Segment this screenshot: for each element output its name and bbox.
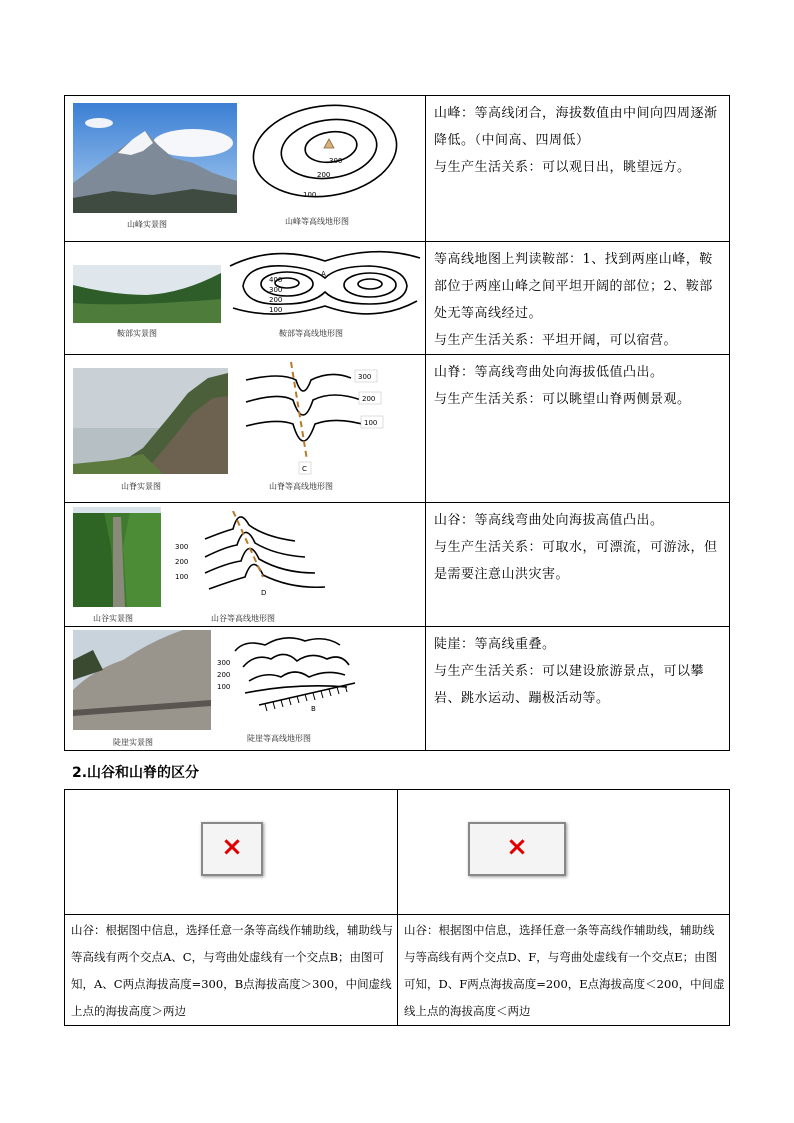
- photo-caption: 山谷实景图: [93, 614, 133, 623]
- relation: 与生产生活关系：可以观日出，眺望远方。: [434, 160, 691, 175]
- contour-label: 200: [217, 671, 231, 679]
- ridge-contour-map: [241, 360, 391, 478]
- map-caption: 陡崖等高线地形图: [247, 734, 311, 743]
- right-description: 山谷：根据图中信息，选择任意一条等高线作辅助线，辅助线与等高线有两个交点D、F，与弯曲处虚线有一个交点E；由图可知，D、F两点海拔高度=200，E点海拔高度＜200，中间虚线上点的海拔高度＜两边: [398, 915, 730, 1026]
- map-caption: 鞍部等高线地形图: [279, 329, 343, 338]
- table-row: [65, 627, 730, 751]
- error-x-icon: ×: [506, 832, 528, 862]
- map-caption: 山峰等高线地形图: [285, 217, 349, 226]
- text-cell: [426, 627, 730, 751]
- text-cell: [426, 242, 730, 355]
- description: 山脊：等高线弯曲处向海拔低值凸出。: [434, 365, 664, 380]
- broken-image-icon: [468, 822, 566, 876]
- cliff-photo: [73, 630, 211, 730]
- valley-contour-map: [175, 511, 335, 611]
- image-cell: [65, 627, 426, 751]
- table-row: [65, 96, 730, 242]
- peak-contour-map: [243, 101, 403, 216]
- image-cell: [65, 242, 426, 355]
- contour-label: 400: [269, 276, 283, 284]
- point-label: A: [321, 270, 326, 278]
- photo-caption: 鞍部实景图: [117, 329, 157, 338]
- point-label: C: [302, 465, 307, 473]
- contour-label: 300: [175, 543, 189, 551]
- table-row: [65, 355, 730, 503]
- saddle-contour-map: [225, 246, 425, 326]
- contour-label: 200: [317, 171, 331, 179]
- image-cell: [65, 790, 398, 915]
- text-cell: [426, 355, 730, 503]
- photo-caption: 山脊实景图: [121, 482, 161, 491]
- description: 等高线地图上判读鞍部：1、找到两座山峰，鞍部位于两座山峰之间平坦开阔的部位；2、鞍部处无等高线经过。: [434, 252, 713, 321]
- photo-caption: 陡崖实景图: [113, 738, 153, 747]
- description: 山峰：等高线闭合，海拔数值由中间向四周逐渐降低。（中间高、四周低）: [434, 106, 718, 148]
- image-cell: [65, 355, 426, 503]
- contour-label: 100: [364, 419, 378, 427]
- contour-label: 300: [217, 659, 231, 667]
- description: 陡崖：等高线重叠。: [434, 637, 556, 652]
- image-cell: [65, 96, 426, 242]
- image-cell: [398, 790, 730, 915]
- contour-label: 100: [269, 306, 283, 314]
- contour-label: 300: [358, 373, 372, 381]
- compare-table: [64, 789, 730, 1026]
- contour-label: 200: [362, 395, 376, 403]
- section-title: 2.山谷和山脊的区分: [72, 765, 200, 781]
- ridge-photo: [73, 368, 228, 474]
- contour-label: 100: [303, 191, 317, 199]
- table-row: [65, 915, 730, 1026]
- text-cell: [426, 96, 730, 242]
- peak-photo: [73, 103, 237, 213]
- table-row: [65, 503, 730, 627]
- contour-label: 300: [269, 286, 283, 294]
- point-label: B: [311, 705, 316, 713]
- relation: 与生产生活关系：可以建设旅游景点，可以攀岩、跳水运动、蹦极活动等。: [434, 664, 705, 706]
- point-label: D: [261, 589, 267, 597]
- table-row: [65, 790, 730, 915]
- relation: 与生产生活关系：可以眺望山脊两侧景观。: [434, 392, 691, 407]
- photo-caption: 山峰实景图: [127, 220, 167, 229]
- contour-label: 300: [329, 157, 343, 165]
- contour-label: 100: [217, 683, 231, 691]
- cliff-contour-map: [215, 631, 365, 731]
- table-row: [65, 242, 730, 355]
- contour-label: 200: [269, 296, 283, 304]
- relation: 与生产生活关系：平坦开阔，可以宿营。: [434, 333, 678, 348]
- landform-table: [64, 95, 730, 751]
- broken-image-icon: [201, 822, 263, 876]
- text-cell: [426, 503, 730, 627]
- description: 山谷：等高线弯曲处向海拔高值凸出。: [434, 513, 664, 528]
- map-caption: 山脊等高线地形图: [269, 482, 333, 491]
- error-x-icon: ×: [221, 832, 243, 862]
- contour-label: 100: [175, 573, 189, 581]
- saddle-photo: [73, 265, 221, 323]
- left-description: 山谷：根据图中信息，选择任意一条等高线作辅助线，辅助线与等高线有两个交点A、C，与弯曲处虚线有一个交点B；由图可知，A、C两点海拔高度=300，B点海拔高度＞300，中间虚线上点的海拔高度＞两边: [65, 915, 398, 1026]
- contour-label: 200: [175, 558, 189, 566]
- relation: 与生产生活关系：可取水，可漂流，可游泳，但是需要注意山洪灾害。: [434, 540, 718, 582]
- valley-photo: [73, 507, 161, 607]
- map-caption: 山谷等高线地形图: [211, 614, 275, 623]
- image-cell: [65, 503, 426, 627]
